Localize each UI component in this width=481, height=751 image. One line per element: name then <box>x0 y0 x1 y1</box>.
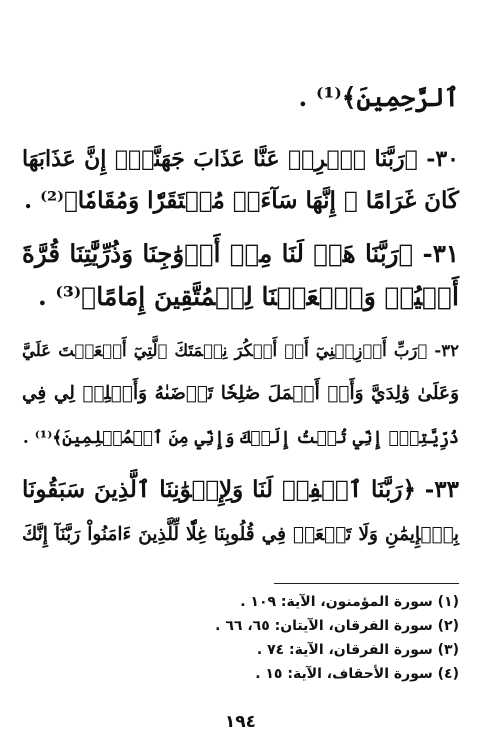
verse-32-line-3: ذُرِّيَّتِيٓۖ إِنِّي تُبۡتُ إِلَيۡكَ وَإِنِّي مِنَ ٱلۡمُسۡلِمِينَ﴾⁽¹⁾ . <box>22 428 459 448</box>
verse-30-line-2: كَانَ غَرَامًا ۞ إِنَّهَا سَآءَتۡ مُسۡتَقَرّٗا وَمُقَامٗا﴾⁽²⁾ . <box>24 187 459 214</box>
verse-31-line-2: أَعۡيُنٖ وَٱجۡعَلۡنَا لِلۡمُتَّقِينَ إِمَامًا﴾⁽³⁾ . <box>38 282 459 311</box>
verse-32-line-2: وَعَلَىٰ وَٰلِدَيَّ وَأَنۡ أَعۡمَلَ صَٰلِحٗا تَرۡضَىٰهُ وَأَصۡلِحۡ لِي فِي <box>22 383 459 404</box>
page-number: ١٩٤ <box>224 712 257 732</box>
verse-line: ٱلرَّحِمِينَ﴾⁽¹⁾ . <box>298 83 459 112</box>
verse-31-line-1: ٣١- ﴿رَبَّنَا هَبۡ لَنَا مِنۡ أَزۡوَٰجِنَا وَذُرِّيَّٰتِنَا قُرَّةَ <box>22 239 460 268</box>
footnote-separator <box>274 583 459 584</box>
footnote-3: (٣) سورة الفرقان، الآية: ٧٤ . <box>256 642 459 658</box>
verse-33-line-1: ٣٣- ﴿رَبَّنَا ٱغۡفِرۡ لَنَا وَلِإِخۡوَٰنِنَا ٱلَّذِينَ سَبَقُونَا <box>22 476 459 503</box>
footnote-2: (٢) سورة الفرقان، الآيتان: ٦٥، ٦٦ . <box>215 618 459 634</box>
verse-32-line-1: ٣٢- ﴿رَبِّ أَوۡزِعۡنِيٓ أَنۡ أَشۡكُرَ نِعۡمَتَكَ ٱلَّتِيٓ أَنۡعَمۡتَ عَلَيَّ <box>22 341 459 360</box>
footnote-1: (١) سورة المؤمنون، الآية: ١٠٩ . <box>240 594 459 610</box>
footnote-4: (٤) سورة الأحقاف، الآية: ١٥ . <box>255 666 459 682</box>
verse-33-line-2: بِٱلۡإِيمَٰنِ وَلَا تَجۡعَلۡ فِي قُلُوبِنَا غِلّٗا لِّلَّذِينَ ءَامَنُواْ رَبَّنَآ إِنَّكَ <box>22 524 459 545</box>
verse-30-line-1: ٣٠- ﴿رَبَّنَا ٱصۡرِفۡ عَنَّا عَذَابَ جَهَنَّمَۖ إِنَّ عَذَابَهَا <box>22 146 459 172</box>
